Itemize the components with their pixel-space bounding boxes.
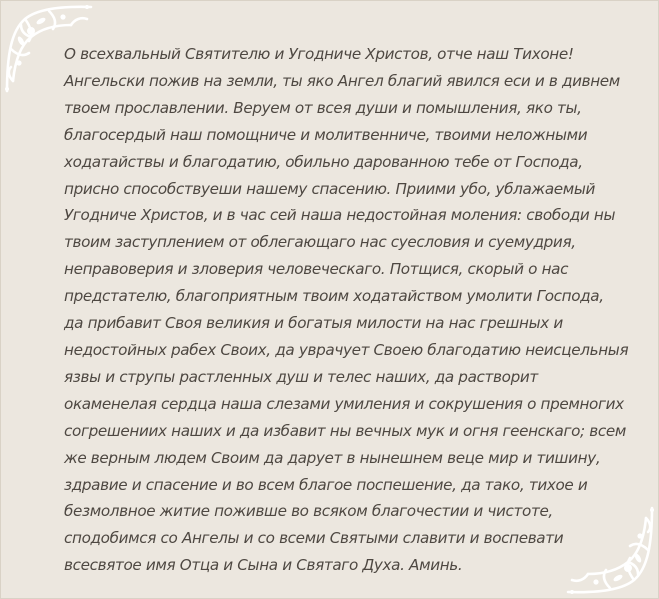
prayer-line: язвы и струпы растленных душ и телес наших, да растворит [64,367,538,386]
prayer-line: согрешениих наших и да избавит ны вечных мук и огня геенскаго; всем [64,421,626,440]
prayer-line: твоем прославлении. Веруем от всея души и помышления, яко ты, [64,98,582,117]
prayer-line: Ангельски пожив на земли, ты яко Ангел благий явился еси и в дивнем [64,71,620,90]
prayer-line: ходатайствы и благодатию, обильно дарованною тебе от Господа, [64,152,583,171]
prayer-line: окаменелая сердца наша слезами умиления и сокрушения о премногих [64,394,624,413]
prayer-line: безмолвное житие поживше во всяком благочестии и чистоте, [64,502,553,521]
prayer-line: всесвятое имя Отца и Сына и Святаго Духа. Аминь. [64,556,463,575]
prayer-line: да прибавит Своя великия и богатыя милости на нас грешных и [64,314,563,333]
prayer-line: же верным людем Своим да дарует в нынешнем веце мир и тишину, [64,448,601,467]
prayer-line: недостойных рабех Своих, да уврачует Своею благодатию неисцельныя [64,340,629,359]
prayer-line: твоим заступлением от облегающаго нас суесловия и суемудрия, [64,233,576,252]
prayer-line: сподобимся со Ангелы и со всеми Святыми славити и воспевати [64,529,564,548]
prayer-line: предстателю, благоприятным твоим ходатайством умолити Господа, [64,287,604,306]
prayer-line: присно способствуеши нашему спасению. Приими убо, ублажаемый [64,179,596,198]
prayer-line: здравие и спасение и во всем благое поспешение, да тако, тихое и [64,475,588,494]
prayer-line: благосердый наш помощниче и молитвенниче, твоими неложными [64,125,588,144]
prayer-line: О всехвальный Святителю и Угодниче Христов, отче наш Тихоне! [64,45,574,63]
prayer-line: Угодниче Христов, и в час сей наша недостойная моления: свободи ны [64,206,616,225]
prayer-line: неправоверия и зловерия человеческаго. Потщися, скорый о нас [64,260,569,279]
prayer-text [64,41,629,579]
